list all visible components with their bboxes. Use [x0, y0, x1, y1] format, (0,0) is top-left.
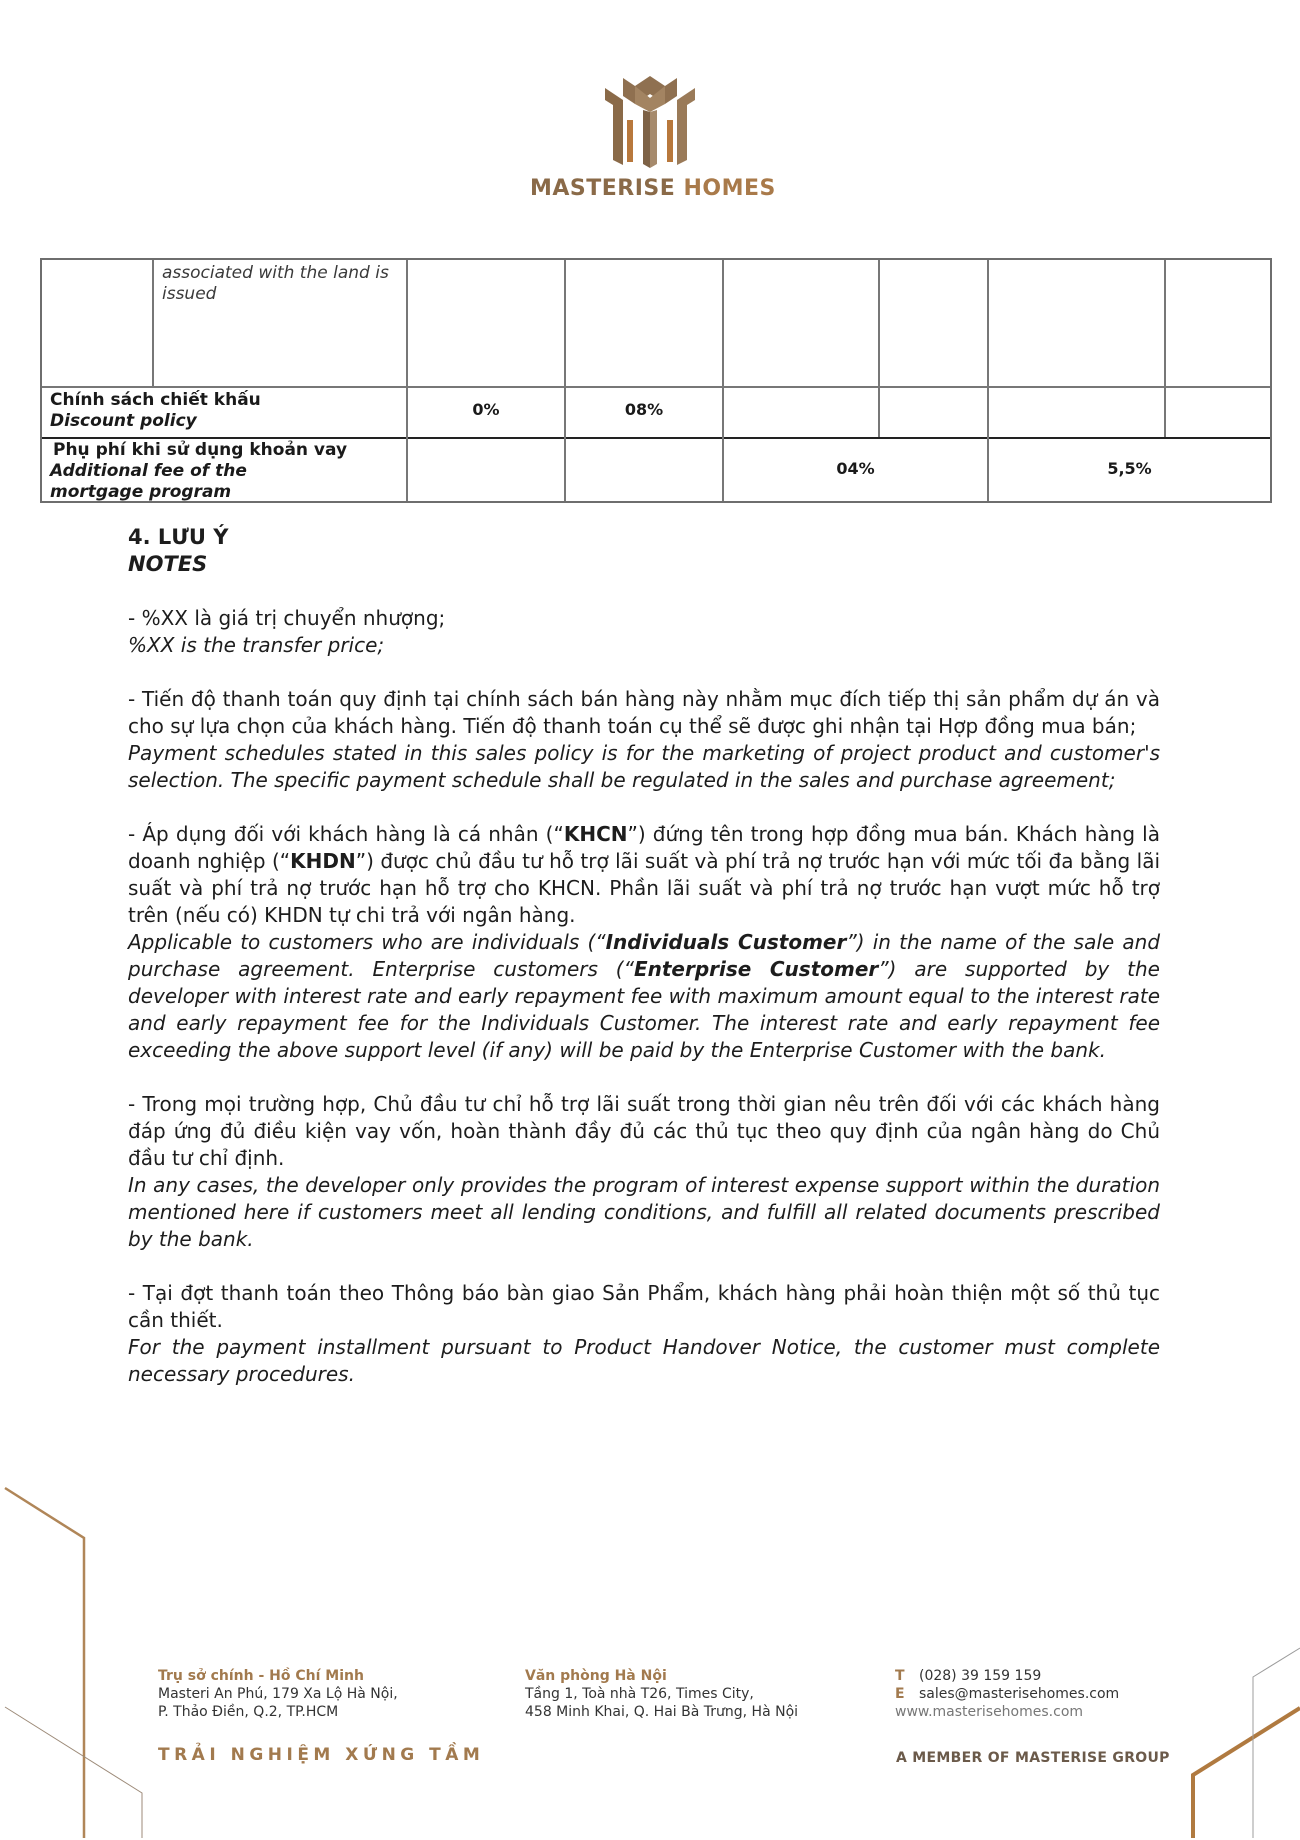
footer-hq-line1: Masteri An Phú, 179 Xa Lộ Hà Nội,: [158, 1686, 398, 1702]
note-5-vi: - Tại đợt thanh toán theo Thông báo bàn giao Sản Phẩm, khách hàng phải hoàn thiện một số thủ tục cần thiết.: [128, 1281, 1160, 1332]
footer-hq-title: Trụ sở chính - Hồ Chí Minh: [158, 1668, 364, 1684]
mortgage-fee-label-vi: Phụ phí khi sử dụng khoản vay: [53, 440, 348, 460]
phone-label: T: [895, 1668, 905, 1684]
brand-word-masterise: MASTERISE: [530, 176, 676, 201]
discount-policy-label: [50, 390, 400, 432]
note-4-en: In any cases, the developer only provides the program of interest expense support within the duration mentioned here if customers meet all lending conditions, and fulfill all related documents prescribed by the bank.: [128, 1173, 1160, 1251]
footer-email: [895, 1685, 1119, 1703]
discount-policy-label-en: Discount policy: [50, 411, 197, 431]
masterise-m-building-icon: [605, 70, 695, 170]
term-khdn: KHDN: [290, 849, 356, 873]
notes-heading-en: NOTES: [128, 552, 208, 576]
row-divider-2: [42, 437, 1270, 439]
row1-sub-label: associated with the land is issued: [162, 263, 389, 304]
footer-hanoi-line2: 458 Minh Khai, Q. Hai Bà Trưng, Hà Nội: [525, 1704, 799, 1720]
website-link[interactable]: www.masterisehomes.com: [895, 1704, 1084, 1720]
notes-heading-vi: 4. LƯU Ý: [128, 525, 229, 549]
footer-hanoi-title: Văn phòng Hà Nội: [525, 1668, 667, 1684]
notes-section: [128, 524, 1160, 1388]
note-1-en: %XX is the transfer price;: [128, 633, 385, 657]
note-2-en: Payment schedules stated in this sales policy is for the marketing of project product and customer's selection. The specific payment schedule shall be regulated in the sales and purchase agreement;: [128, 741, 1160, 792]
footer-hanoi-address: [525, 1667, 798, 1721]
discount-value-col2: 08%: [624, 400, 664, 419]
footer-slogan: TRẢI NGHIỆM XỨNG TẦM: [158, 1745, 485, 1765]
discount-value-col1: 0%: [472, 400, 500, 419]
col-divider-e: [878, 260, 880, 437]
row-divider-1: [42, 386, 1270, 388]
term-khcn: KHCN: [563, 822, 628, 846]
note-3-en: Applicable to customers who are individuals (“Individuals Customer”) in the name of the sale and purchase agreement. Enterprise customers (“Enterprise Customer”) are supported by the developer with interest rate and early repayment fee with maximum amount equal to the interest rate and early repayment fee for the Individuals Customer. The interest rate and early repayment fee exceeding the above support level (if any) will be paid by the Enterprise Customer with the bank.: [128, 930, 1161, 1062]
policy-table: [40, 258, 1272, 503]
col-divider-c: [564, 260, 566, 501]
footer-member-of-group: A MEMBER OF MASTERISE GROUP: [896, 1750, 1170, 1766]
footer-contact: [895, 1667, 1119, 1721]
term-individuals-customer: Individuals Customer: [605, 930, 847, 954]
col-divider-b: [406, 260, 408, 501]
mortgage-fee-value-b: 5,5%: [1107, 459, 1152, 478]
note-1-vi: - %XX là giá trị chuyển nhượng;: [128, 606, 446, 630]
mortgage-fee-label-en: Additional fee of the mortgage program: [50, 461, 247, 502]
discount-policy-label-vi: Chính sách chiết khấu: [50, 390, 261, 410]
email-link[interactable]: sales@masterisehomes.com: [919, 1686, 1120, 1702]
footer-phone: [895, 1667, 1119, 1685]
note-4-vi: - Trong mọi trường hợp, Chủ đầu tư chỉ hỗ trợ lãi suất trong thời gian nêu trên đối với các khách hàng đáp ứng đủ điều kiện vay vốn, hoàn thành đầy đủ các thủ tục theo quy định của ngân hàng do Chủ đầu tư chỉ định.: [128, 1092, 1160, 1170]
email-label: E: [895, 1686, 905, 1702]
footer-hq-line2: P. Thảo Điền, Q.2, TP.HCM: [158, 1704, 339, 1720]
note-2-vi: - Tiến độ thanh toán quy định tại chính sách bán hàng này nhằm mục đích tiếp thị sản phẩm dự án và cho sự lựa chọn của khách hàng. Tiến độ thanh toán cụ thể sẽ được ghi nhận tại Hợp đồng mua bán;: [128, 687, 1160, 738]
term-enterprise-customer: Enterprise Customer: [633, 957, 879, 981]
brand-word-homes: HOMES: [683, 176, 776, 201]
col-divider-g: [1164, 260, 1166, 437]
note-3-vi: - Áp dụng đối với khách hàng là cá nhân (“KHCN”) đứng tên trong hợp đồng mua bán. Khách hàng là doanh nghiệp (“KHDN”) được chủ đầu tư hỗ trợ lãi suất và phí trả nợ trước hạn với mức tối đa bằng lãi suất và phí trả nợ trước hạn hỗ trợ cho KHCN. Phần lãi suất và phí trả nợ trước hạn vượt mức hỗ trợ trên (nếu có) KHDN tự chi trả với ngân hàng.: [128, 822, 1161, 927]
mortgage-fee-label: [50, 440, 400, 503]
footer-hanoi-line1: Tầng 1, Toà nhà T26, Times City,: [525, 1686, 754, 1702]
brand-wordmark: [530, 176, 776, 201]
note-5-en: For the payment installment pursuant to Product Handover Notice, the customer must complete necessary procedures.: [128, 1335, 1160, 1386]
brand-logo: [530, 70, 776, 201]
col-divider-a: [152, 260, 154, 386]
footer-hq-address: [158, 1667, 398, 1721]
phone-number[interactable]: (028) 39 159 159: [919, 1668, 1042, 1684]
mortgage-fee-value-a: 04%: [836, 459, 875, 478]
